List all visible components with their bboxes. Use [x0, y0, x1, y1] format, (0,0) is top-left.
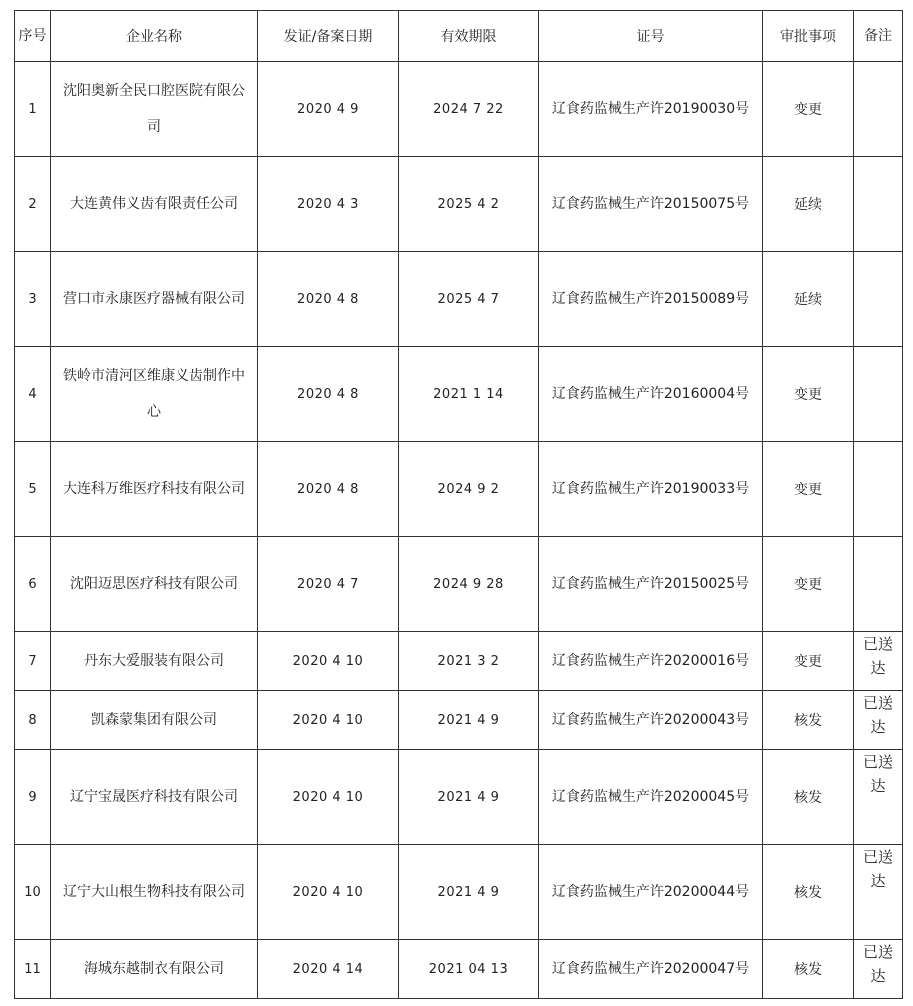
row-note: 已送达: [854, 691, 903, 750]
row-index: 11: [15, 940, 51, 999]
row-note: [854, 157, 903, 252]
table-row: [15, 442, 903, 537]
row-company: 大连黄伟义齿有限责任公司: [51, 157, 258, 252]
row-license-no: 辽食药监械生产许20200043号: [539, 691, 763, 750]
license-table: [14, 10, 903, 999]
row-license-no: 辽食药监械生产许20160004号: [539, 347, 763, 442]
row-company: 大连科万维医疗科技有限公司: [51, 442, 258, 537]
row-issue-date: 2020 4 8: [258, 442, 399, 537]
row-license-no: 辽食药监械生产许20200045号: [539, 750, 763, 845]
table-row: [15, 845, 903, 940]
row-index: 8: [15, 691, 51, 750]
row-approval: 变更: [763, 347, 854, 442]
row-company: 铁岭市清河区维康义齿制作中心: [51, 347, 258, 442]
row-company: 辽宁大山根生物科技有限公司: [51, 845, 258, 940]
row-approval: 核发: [763, 691, 854, 750]
row-company: 丹东大爱服装有限公司: [51, 632, 258, 691]
row-valid-until: 2021 4 9: [399, 691, 539, 750]
row-issue-date: 2020 4 10: [258, 632, 399, 691]
row-valid-until: 2024 9 28: [399, 537, 539, 632]
row-issue-date: 2020 4 3: [258, 157, 399, 252]
row-index: 6: [15, 537, 51, 632]
row-index: 1: [15, 62, 51, 157]
row-index: 2: [15, 157, 51, 252]
row-note: [854, 347, 903, 442]
row-issue-date: 2020 4 7: [258, 537, 399, 632]
row-approval: 延续: [763, 252, 854, 347]
table-row: [15, 537, 903, 632]
row-company: 凯森蒙集团有限公司: [51, 691, 258, 750]
row-license-no: 辽食药监械生产许20200044号: [539, 845, 763, 940]
row-index: 9: [15, 750, 51, 845]
row-index: 3: [15, 252, 51, 347]
row-approval: 核发: [763, 750, 854, 845]
row-note: 已送达: [854, 632, 903, 691]
header-row: [15, 11, 903, 62]
table-row: [15, 252, 903, 347]
row-license-no: 辽食药监械生产许20150075号: [539, 157, 763, 252]
row-approval: 延续: [763, 157, 854, 252]
row-approval: 核发: [763, 940, 854, 999]
row-valid-until: 2025 4 2: [399, 157, 539, 252]
row-license-no: 辽食药监械生产许20190033号: [539, 442, 763, 537]
row-valid-until: 2024 7 22: [399, 62, 539, 157]
row-approval: 核发: [763, 845, 854, 940]
header-note: 备注: [854, 11, 903, 62]
table-row: [15, 632, 903, 691]
row-valid-until: 2024 9 2: [399, 442, 539, 537]
row-issue-date: 2020 4 14: [258, 940, 399, 999]
row-note: [854, 62, 903, 157]
table-row: [15, 750, 903, 845]
table-body: [15, 62, 903, 999]
row-company: 营口市永康医疗器械有限公司: [51, 252, 258, 347]
row-approval: 变更: [763, 62, 854, 157]
row-valid-until: 2021 4 9: [399, 845, 539, 940]
row-license-no: 辽食药监械生产许20150089号: [539, 252, 763, 347]
header-license-no: 证号: [539, 11, 763, 62]
row-valid-until: 2025 4 7: [399, 252, 539, 347]
row-index: 7: [15, 632, 51, 691]
row-company: 沈阳奥新全民口腔医院有限公司: [51, 62, 258, 157]
row-issue-date: 2020 4 10: [258, 750, 399, 845]
row-approval: 变更: [763, 442, 854, 537]
row-note: 已送达: [854, 750, 903, 845]
row-approval: 变更: [763, 632, 854, 691]
row-company: 辽宁宝晟医疗科技有限公司: [51, 750, 258, 845]
row-issue-date: 2020 4 10: [258, 691, 399, 750]
row-note: 已送达: [854, 845, 903, 940]
row-note: 已送达: [854, 940, 903, 999]
row-license-no: 辽食药监械生产许20200016号: [539, 632, 763, 691]
row-note: [854, 537, 903, 632]
row-issue-date: 2020 4 10: [258, 845, 399, 940]
table-row: [15, 347, 903, 442]
row-note: [854, 252, 903, 347]
row-company: 海城东越制衣有限公司: [51, 940, 258, 999]
row-issue-date: 2020 4 9: [258, 62, 399, 157]
row-note: [854, 442, 903, 537]
table-row: [15, 157, 903, 252]
table-row: [15, 940, 903, 999]
row-index: 4: [15, 347, 51, 442]
header-index: 序号: [15, 11, 51, 62]
row-license-no: 辽食药监械生产许20200047号: [539, 940, 763, 999]
table-row: [15, 691, 903, 750]
header-issue-date: 发证/备案日期: [258, 11, 399, 62]
header-company: 企业名称: [51, 11, 258, 62]
row-license-no: 辽食药监械生产许20150025号: [539, 537, 763, 632]
row-issue-date: 2020 4 8: [258, 252, 399, 347]
table-row: [15, 62, 903, 157]
row-valid-until: 2021 04 13: [399, 940, 539, 999]
row-company: 沈阳迈思医疗科技有限公司: [51, 537, 258, 632]
row-index: 5: [15, 442, 51, 537]
row-index: 10: [15, 845, 51, 940]
row-valid-until: 2021 4 9: [399, 750, 539, 845]
row-license-no: 辽食药监械生产许20190030号: [539, 62, 763, 157]
row-issue-date: 2020 4 8: [258, 347, 399, 442]
row-valid-until: 2021 3 2: [399, 632, 539, 691]
header-valid-until: 有效期限: [399, 11, 539, 62]
row-valid-until: 2021 1 14: [399, 347, 539, 442]
header-approval: 审批事项: [763, 11, 854, 62]
row-approval: 变更: [763, 537, 854, 632]
